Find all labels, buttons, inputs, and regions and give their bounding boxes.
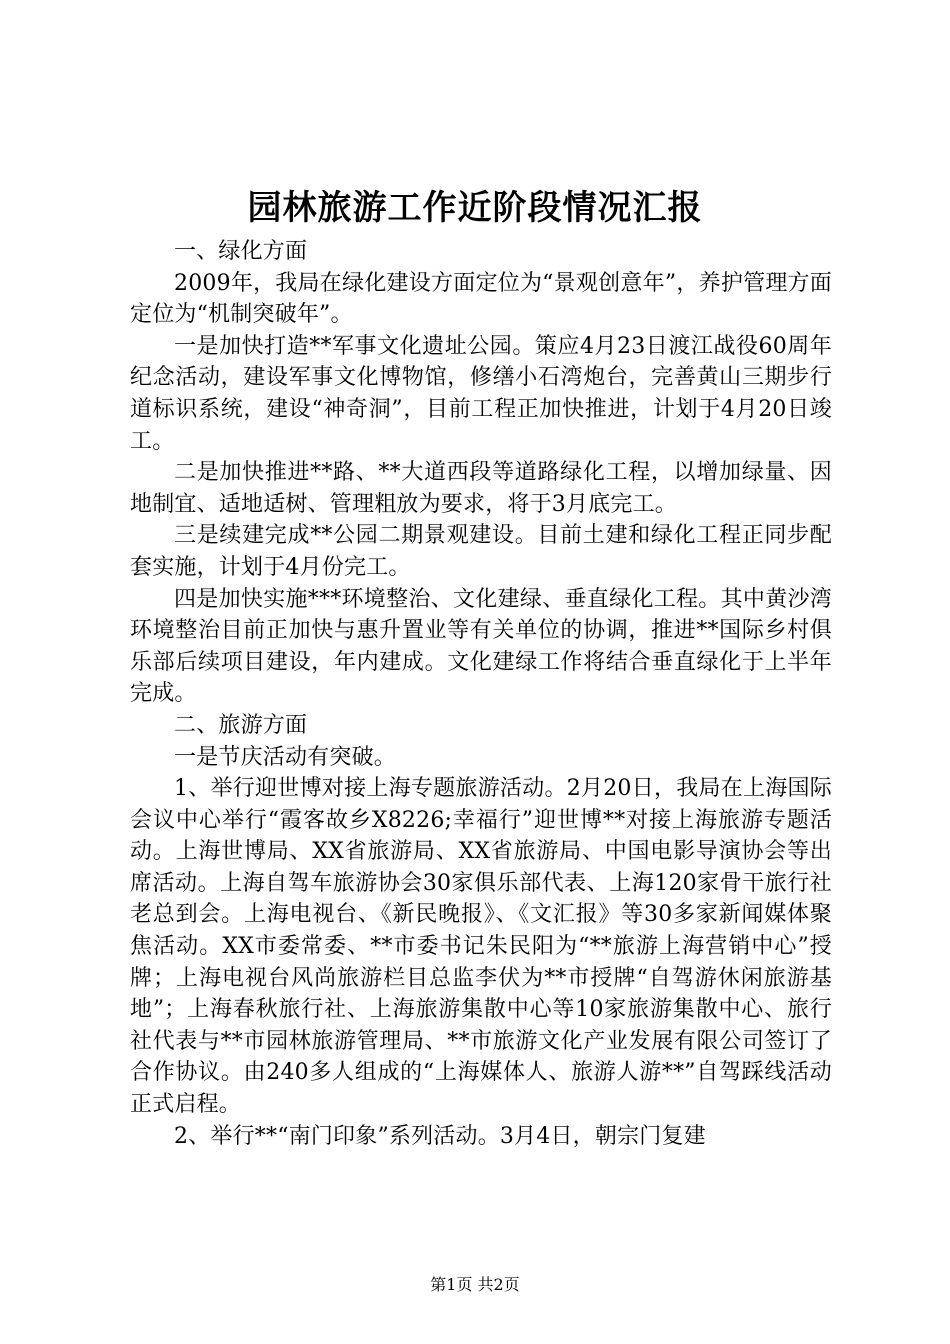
paragraph: 2、举行**“南门印象”系列活动。3月4日，朝宗门复建 [174, 1123, 706, 1149]
paragraph: 1、举行迎世博对接上海专题旅游活动。2月20日，我局在上海国际会议中心举行“霞客故乡X8226;幸福行”迎世博**对接上海旅游专题活动。上海世博局、XX省旅游局、XX省旅游局、中国电影导演协会等出席活动。上海自驾车旅游协会30家俱乐部代表、上海120家骨干旅行社老总到会。上海电视台、《新民晚报》、《文汇报》等30多家新闻媒体聚焦活动。XX市委常委、**市委书记朱民阳为“**旅游上海营销中心”授牌；上海电视台风尚旅游栏目总监李伏为**市授牌“自驾游休闲旅游基地”；上海春秋旅行社、上海旅游集散中心等10家旅游集散中心、旅行社代表与**市园林旅游管理局、**市旅游文化产业发展有限公司签订了合作协议。由240多人组成的“上海媒体人、旅游人游**”自驾踩线活动正式启程。 [130, 776, 832, 1118]
section-heading: 一、绿化方面 [174, 239, 308, 264]
section-heading: 二、旅游方面 [174, 712, 308, 738]
page-footer: 第1页 共2页 [430, 1275, 520, 1294]
paragraph: 一是加快打造**军事文化遗址公园。策应4月23日渡江战役60周年纪念活动，建设军事文化博物馆，修缮小石湾炮台，完善黄山三期步行道标识系统，建设“神奇洞”，目前工程正加快推进，计划于4月20日竣工。 [130, 333, 832, 454]
paragraph: 四是加快实施***环境整治、文化建绿、垂直绿化工程。其中黄沙湾环境整治目前正加快与惠升置业等有关单位的协调，推进**国际乡村俱乐部后续项目建设，年内建成。文化建绿工作将结合垂直绿化于上半年完成。 [130, 586, 832, 707]
document-body [130, 236, 832, 1152]
paragraph: 二是加快推进**路、**大道西段等道路绿化工程，以增加绿量、因地制宜、适地适树、管理粗放为要求，将于3月底完工。 [130, 460, 832, 517]
paragraph: 三是续建完成**公园二期景观建设。目前土建和绿化工程正同步配套实施，计划于4月份完工。 [130, 523, 832, 580]
paragraph: 2009年，我局在绿化建设方面定位为“景观创意年”，养护管理方面定位为“机制突破年”。 [130, 270, 832, 328]
document-title: 园林旅游工作近阶段情况汇报 [247, 188, 703, 228]
paragraph: 一是节庆活动有突破。 [174, 744, 397, 770]
